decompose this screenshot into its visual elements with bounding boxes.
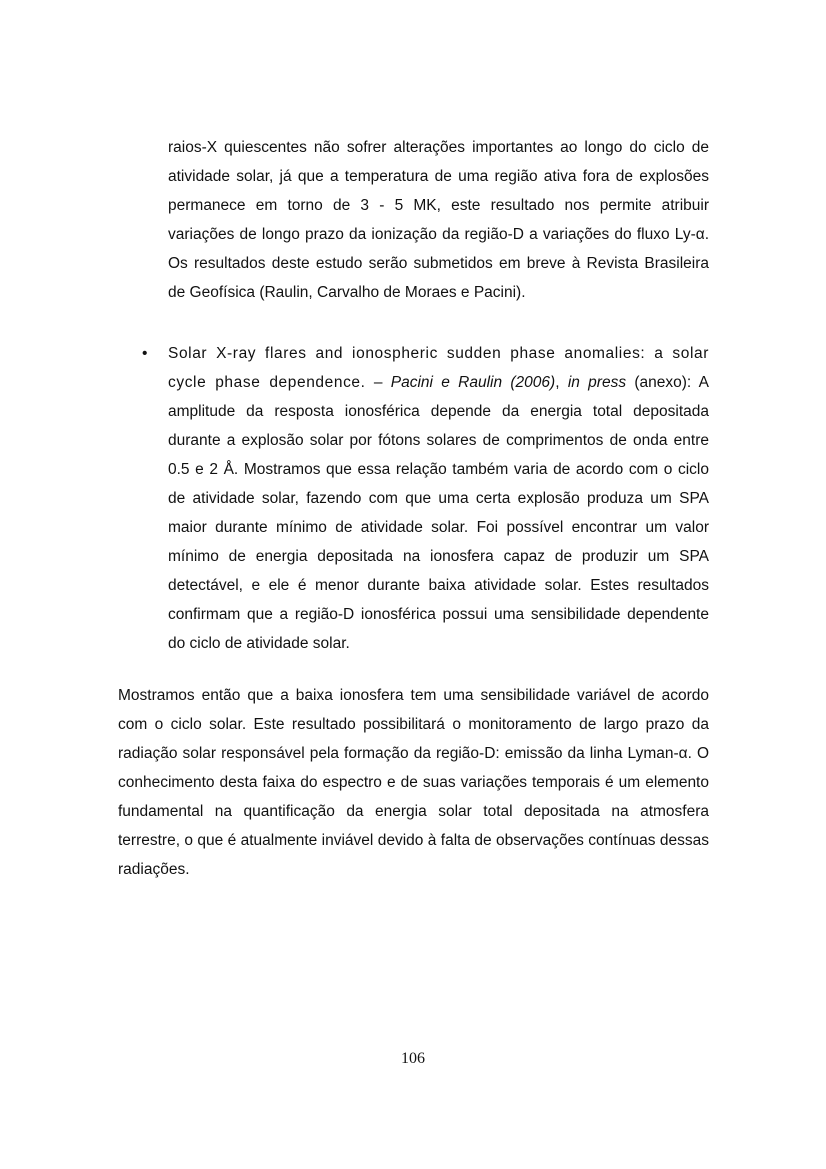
page-number: 106	[401, 1050, 425, 1067]
title-dash: –	[365, 374, 391, 391]
bullet-body: A amplitude da resposta ionosférica depende da energia total depositada durante a explosão solar por fótons solares de comprimentos de onda entre 0.5 e 2 Å. Mostramos que essa relação também varia de acordo com o ciclo de atividade solar, fazendo com que uma certa explosão produza um SPA maior durante mínimo de atividade solar. Foi possível encontrar um valor mínimo de energia depositada na ionosfera capaz de produzir um SPA detectável, e ele é menor durante baixa atividade solar. Estes resultados confirmam que a região-D ionosférica possui uma sensibilidade dependente do ciclo de atividade solar.	[168, 374, 710, 652]
publication-title: Solar X-ray flares and ionospheric sudden phase anomalies: a solar cycle phase dependence.	[168, 345, 709, 391]
publication-status: in press	[567, 374, 627, 391]
annex-note: (anexo):	[626, 374, 692, 391]
bullet-marker: •	[142, 345, 148, 362]
closing-paragraph: Mostramos então que a baixa ionosfera tem uma sensibilidade variável de acordo com o ciclo solar. Este resultado possibilitará o monitoramento de largo prazo da radiação solar responsável pela formação da região-D: emissão da linha Lyman-α. O conhecimento desta faixa do espectro e de suas variações temporais é um elemento fundamental na quantificação da energia solar total depositada na atmosfera terrestre, o que é atualmente inviável devido à falta de observações contínuas dessas radiações.	[118, 687, 709, 878]
publication-authors: Pacini e Raulin (2006)	[390, 374, 556, 391]
continuation-paragraph: raios-X quiescentes não sofrer alterações importantes ao longo do ciclo de atividade solar, já que a temperatura de uma região ativa fora de explosões permanece em torno de 3 - 5 MK, este resultado nos permite atribuir variações de longo prazo da ionização da região-D a variações do fluxo Ly-α. Os resultados deste estudo serão submetidos em breve à Revista Brasileira de Geofísica (Raulin, Carvalho de Moraes e Pacini).	[168, 139, 709, 301]
authors-separator: ,	[555, 374, 568, 391]
bullet-paragraph	[168, 339, 709, 658]
